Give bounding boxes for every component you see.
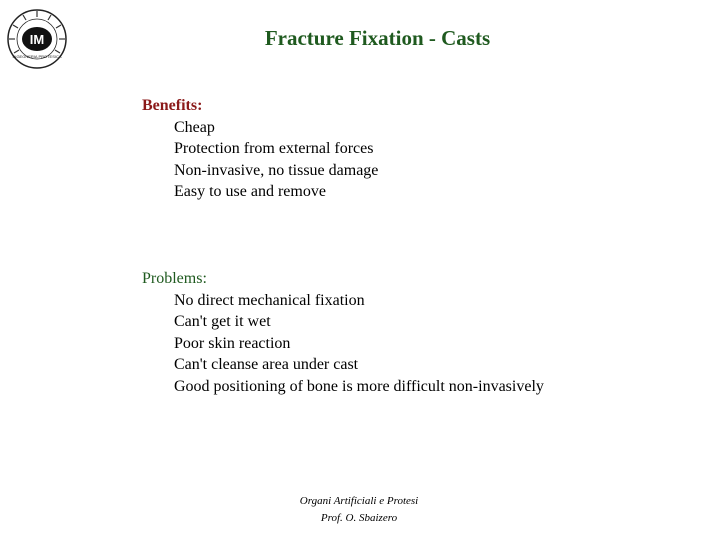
problem-item: Poor skin reaction [174,334,291,352]
logo-inner-text: INGEGNERIA PROTESICA [12,54,62,59]
problems-section [142,268,544,397]
benefit-item: Non-invasive, no tissue damage [174,161,379,179]
slide-title: Fracture Fixation - Casts [264,26,491,50]
slide-footer [0,493,718,527]
logo-monogram: IM [29,32,45,47]
problem-item: No direct mechanical fixation [174,291,365,309]
benefit-item: Easy to use and remove [174,183,326,200]
problem-item: Can't get it wet [174,313,271,330]
footer-professor: Prof. O. Sbaizero [320,512,398,524]
benefits-heading: Benefits: [142,97,203,114]
problem-item: Good positioning of bone is more difficult non-invasively [174,377,544,395]
problems-heading: Problems: [142,270,207,287]
benefit-item: Cheap [174,118,215,136]
footer-course: Organi Artificiali e Protesi [299,495,419,507]
problem-item: Can't cleanse area under cast [174,356,359,373]
benefits-section [142,95,378,203]
benefit-item: Protection from external forces [174,140,374,157]
